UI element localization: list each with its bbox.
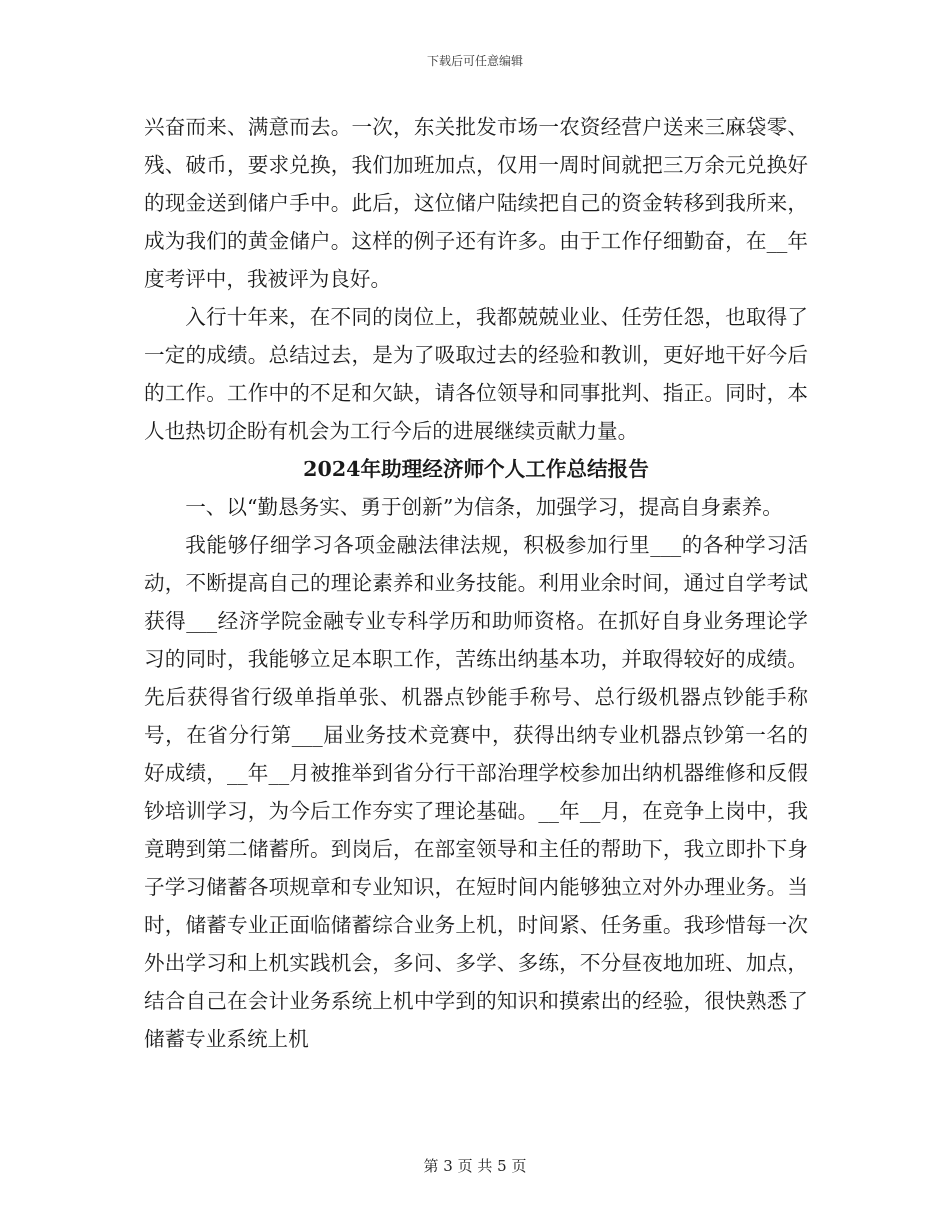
paragraph-continuation: 兴奋而来、满意而去。一次，东关批发市场一农资经营户送来三麻袋零、残、破币，要求兑换，我们加班加点，仅用一周时间就把三万余元兑换好的现金送到储户手中。此后，这位储户陆续把自己的资金转移到我所来，成为我们的黄金储户。这样的例子还有许多。由于工作仔细勤奋，在__年度考评中，我被评为良好。 xyxy=(144,115,808,291)
document-body xyxy=(144,108,808,1058)
section-title: 2024年助理经济师个人工作总结报告 xyxy=(303,457,649,481)
page-number: 第 3 页 共 5 页 xyxy=(423,1157,527,1175)
paragraph-heading-one: 一、以“勤恳务实、勇于创新”为信条，加强学习，提高自身素养。 xyxy=(185,495,783,519)
header-note: 下载后可任意编辑 xyxy=(426,54,523,68)
paragraph-summary: 入行十年来，在不同的岗位上，我都兢兢业业、任劳任怨，也取得了一定的成绩。总结过去，是为了吸取过去的经验和教训，更好地干好今后的工作。工作中的不足和欠缺，请各位领导和同事批判、指正。同时，本人也热切企盼有机会为工行今后的进展继续贡献力量。 xyxy=(144,305,808,443)
paragraph-study: 我能够仔细学习各项金融法律法规，积极参加行里___的各种学习活动，不断提高自己的理论素养和业务技能。利用业余时间，通过自学考试获得___经济学院金融专业专科学历和助师资格。在抓好自身业务理论学习的同时，我能够立足本职工作，苦练出纳基本功，并取得较好的成绩。先后获得省行级单指单张、机器点钞能手称号、总行级机器点钞能手称号，在省分行第___届业务技术竞赛中，获得出纳专业机器点钞第一名的好成绩，__年__月被推举到省分行干部治理学校参加出纳机器维修和反假钞培训学习，为今后工作夯实了理论基础。__年__月，在竞争上岗中，我竟聘到第二储蓄所。到岗后，在部室领导和主任的帮助下，我立即扑下身子学习储蓄各项规章和专业知识，在短时间内能够独立对外办理业务。当时，储蓄专业正面临储蓄综合业务上机，时间紧、任务重。我珍惜每一次外出学习和上机实践机会，多问、多学、多练，不分昼夜地加班、加点，结合自己在会计业务系统上机中学到的知识和摸索出的经验，很快熟悉了储蓄专业系统上机 xyxy=(144,533,808,1051)
